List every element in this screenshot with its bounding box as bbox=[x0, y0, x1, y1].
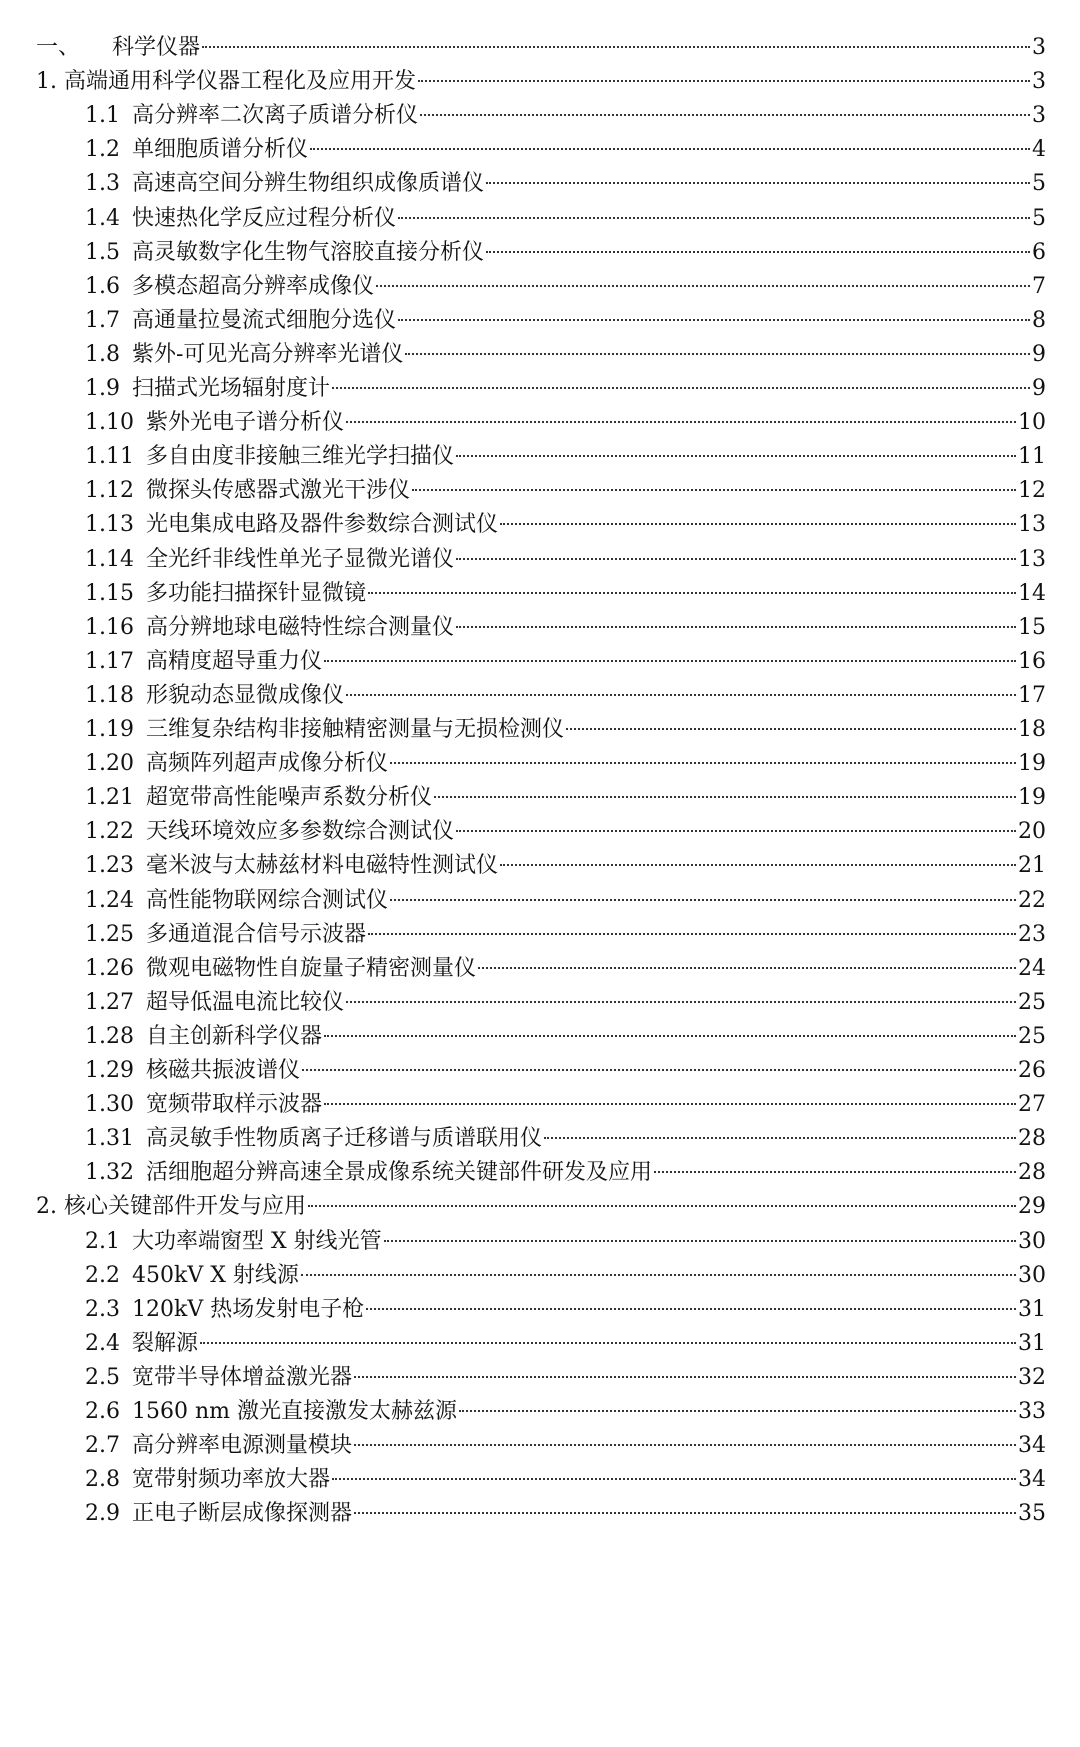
toc-entry-title: 1560 nm 激光直接激发太赫兹源 bbox=[132, 1399, 458, 1424]
dot-leader bbox=[366, 1308, 1016, 1310]
toc-entry-text bbox=[85, 1155, 652, 1191]
toc-entry-title: 宽带半导体增益激光器 bbox=[132, 1364, 353, 1390]
toc-entry[interactable] bbox=[85, 917, 1046, 953]
toc-entry-text bbox=[85, 1462, 330, 1498]
toc-entry[interactable] bbox=[85, 1019, 1046, 1055]
toc-entry[interactable] bbox=[85, 1155, 1046, 1191]
dot-leader bbox=[308, 1205, 1016, 1207]
toc-entry-text bbox=[85, 1258, 299, 1294]
toc-entry-text bbox=[85, 712, 564, 748]
toc-page-number: 35 bbox=[1018, 1501, 1046, 1527]
toc-entry-text bbox=[85, 405, 344, 441]
toc-entry-text bbox=[85, 132, 308, 168]
toc-entry-text bbox=[85, 371, 330, 407]
toc-entry-number: 1.20 bbox=[85, 751, 134, 777]
toc-page-number: 7 bbox=[1032, 273, 1046, 299]
dot-leader bbox=[368, 592, 1016, 594]
toc-page-number: 34 bbox=[1018, 1467, 1046, 1493]
toc-entry[interactable] bbox=[85, 371, 1046, 407]
toc-entry-text bbox=[85, 235, 484, 271]
toc-entry-text bbox=[85, 848, 498, 884]
dot-leader bbox=[324, 1103, 1016, 1105]
toc-page-number: 19 bbox=[1018, 751, 1046, 777]
toc-entry-text bbox=[85, 201, 396, 237]
toc-page-number: 8 bbox=[1032, 307, 1046, 333]
toc-entry-number: 1.19 bbox=[85, 717, 134, 742]
toc-entry-title: 高通量拉曼流式细胞分选仪 bbox=[132, 307, 397, 333]
toc-entry[interactable] bbox=[85, 439, 1046, 475]
dot-leader bbox=[346, 1001, 1016, 1003]
toc-entry-title: 高分辨率电源测量模块 bbox=[132, 1433, 353, 1459]
dot-leader bbox=[354, 1376, 1016, 1378]
toc-page-number: 28 bbox=[1018, 1126, 1046, 1152]
toc-entry-number: 2.3 bbox=[85, 1296, 120, 1322]
toc-entry-title: 高分辨率二次离子质谱分析仪 bbox=[132, 103, 419, 129]
dot-leader bbox=[376, 285, 1030, 287]
dot-leader bbox=[456, 455, 1016, 457]
toc-entry-number: 2.5 bbox=[85, 1364, 120, 1390]
toc-entry-number: 1.25 bbox=[85, 921, 134, 947]
toc-entry-number: 2.9 bbox=[85, 1501, 120, 1527]
toc-entry-title: 多自由度非接触三维光学扫描仪 bbox=[145, 444, 454, 470]
toc-entry-title: 高性能物联网综合测试仪 bbox=[145, 887, 388, 913]
toc-entry-number: 1.10 bbox=[85, 410, 134, 436]
toc-page-number: 32 bbox=[1018, 1364, 1046, 1390]
toc-entry-text bbox=[85, 166, 484, 202]
dot-leader bbox=[654, 1171, 1016, 1173]
toc-page-number: 16 bbox=[1018, 648, 1046, 674]
toc-page-number: 31 bbox=[1018, 1296, 1046, 1322]
toc-entry-title: 宽带射频功率放大器 bbox=[132, 1467, 331, 1493]
dot-leader bbox=[202, 46, 1030, 48]
toc-entry-title: 高灵敏数字化生物气溶胶直接分析仪 bbox=[132, 239, 485, 265]
toc-page-number: 14 bbox=[1018, 580, 1046, 606]
toc-entry-text bbox=[85, 1326, 198, 1362]
toc-entry-title: 多模态超高分辨率成像仪 bbox=[132, 273, 375, 299]
toc-page-number: 26 bbox=[1018, 1058, 1046, 1083]
toc-page-number: 6 bbox=[1032, 239, 1046, 265]
toc-entry-text bbox=[85, 576, 366, 612]
toc-entry-title: 光电集成电路及器件参数综合测试仪 bbox=[145, 512, 498, 538]
toc-entry[interactable] bbox=[85, 1121, 1046, 1157]
toc-entry-title: 扫描式光场辐射度计 bbox=[132, 376, 331, 401]
toc-page-number: 30 bbox=[1018, 1262, 1046, 1288]
toc-entry[interactable] bbox=[85, 303, 1046, 339]
toc-page-number: 34 bbox=[1018, 1433, 1046, 1459]
toc-entry[interactable] bbox=[85, 1053, 1046, 1089]
toc-page-number: 3 bbox=[1032, 69, 1046, 95]
toc-entry-number: 1.27 bbox=[85, 989, 134, 1015]
toc-page-number: 4 bbox=[1032, 137, 1046, 163]
toc-page-number: 25 bbox=[1018, 1023, 1046, 1049]
toc-entry-text bbox=[36, 30, 200, 66]
toc-entry[interactable] bbox=[85, 576, 1046, 612]
toc-entry-number: 1.16 bbox=[85, 614, 134, 640]
toc-entry-text bbox=[85, 1394, 457, 1430]
toc-entry[interactable] bbox=[85, 542, 1046, 578]
toc-page-number: 25 bbox=[1018, 989, 1046, 1015]
toc-entry-number: 1.6 bbox=[85, 273, 120, 299]
toc-entry[interactable] bbox=[85, 1258, 1046, 1294]
toc-entry-number: 一、 bbox=[36, 35, 81, 60]
toc-page-number: 11 bbox=[1018, 444, 1046, 470]
toc-entry-text bbox=[85, 883, 388, 919]
toc-entry-text bbox=[85, 337, 403, 373]
toc-entry-text bbox=[85, 303, 396, 339]
toc-entry[interactable] bbox=[85, 610, 1046, 646]
toc-entry-number: 1.24 bbox=[85, 887, 134, 913]
toc-page-number: 15 bbox=[1018, 614, 1046, 640]
toc-entry-number: 1.8 bbox=[85, 341, 120, 367]
toc-entry-title: 快速热化学反应过程分析仪 bbox=[132, 205, 397, 231]
toc-entry-number: 1.4 bbox=[85, 205, 120, 231]
toc-entry-number: 2.2 bbox=[85, 1262, 120, 1288]
toc-entry-title: 高分辨地球电磁特性综合测量仪 bbox=[145, 614, 454, 640]
toc-page-number: 29 bbox=[1018, 1194, 1046, 1220]
toc-entry-title: 高灵敏手性物质离子迁移谱与质谱联用仪 bbox=[145, 1126, 542, 1152]
toc-entry-number: 2.7 bbox=[85, 1433, 120, 1459]
toc-entry-number: 1.14 bbox=[85, 546, 134, 572]
toc-section-heading[interactable] bbox=[36, 1189, 1046, 1225]
toc-page-number: 19 bbox=[1018, 785, 1046, 811]
toc-entry-number: 2.8 bbox=[85, 1467, 120, 1493]
toc-entry[interactable] bbox=[85, 269, 1046, 305]
toc-page-number: 21 bbox=[1018, 853, 1046, 879]
toc-entry-text bbox=[85, 507, 498, 543]
dot-leader bbox=[384, 1240, 1016, 1242]
dot-leader bbox=[459, 1410, 1016, 1412]
toc-page-number: 22 bbox=[1018, 887, 1046, 913]
toc-entry-title: 裂解源 bbox=[132, 1330, 199, 1356]
toc-entry-number: 1.5 bbox=[85, 239, 120, 265]
toc-entry[interactable] bbox=[85, 780, 1046, 816]
toc-entry-number: 1.9 bbox=[85, 376, 120, 401]
toc-entry[interactable] bbox=[85, 1428, 1046, 1464]
dot-leader bbox=[332, 387, 1030, 389]
toc-entry[interactable] bbox=[85, 166, 1046, 202]
toc-entry-text bbox=[85, 269, 374, 305]
dot-leader bbox=[478, 967, 1016, 969]
toc-entry[interactable] bbox=[85, 98, 1046, 134]
toc-entry-title: 多通道混合信号示波器 bbox=[145, 921, 366, 947]
toc-entry-number: 2.4 bbox=[85, 1330, 120, 1356]
dot-leader bbox=[500, 864, 1016, 866]
toc-entry-number: 1.23 bbox=[85, 853, 134, 879]
toc-entry-title: 微观电磁物性自旋量子精密测量仪 bbox=[145, 955, 476, 981]
toc-entry-title: 核磁共振波谱仪 bbox=[145, 1058, 300, 1083]
toc-page-number: 9 bbox=[1032, 376, 1046, 401]
toc-entry-title: 120kV 热场发射电子枪 bbox=[132, 1296, 365, 1322]
dot-leader bbox=[324, 1035, 1016, 1037]
dot-leader bbox=[368, 933, 1016, 935]
toc-entry-text bbox=[85, 439, 454, 475]
toc-entry[interactable] bbox=[85, 883, 1046, 919]
toc-entry[interactable] bbox=[85, 405, 1046, 441]
toc-entry-title: 全光纤非线性单光子显微光谱仪 bbox=[145, 546, 454, 572]
toc-page-number: 3 bbox=[1032, 35, 1046, 60]
toc-entry-text bbox=[85, 610, 454, 646]
dot-leader bbox=[346, 421, 1016, 423]
toc-entry-text bbox=[36, 64, 416, 100]
toc-entry-number: 1.15 bbox=[85, 580, 134, 606]
toc-entry[interactable] bbox=[85, 678, 1046, 714]
toc-entry-text bbox=[85, 1121, 542, 1157]
toc-entry-text bbox=[85, 678, 344, 714]
toc-entry-title: 正电子断层成像探测器 bbox=[132, 1501, 353, 1527]
toc-entry-number: 1.21 bbox=[85, 785, 134, 811]
toc-entry-number: 1.26 bbox=[85, 955, 134, 981]
toc-page-number: 12 bbox=[1018, 478, 1046, 504]
toc-entry-number: 1.22 bbox=[85, 819, 134, 845]
toc-page-number: 17 bbox=[1018, 682, 1046, 708]
toc-entry-text bbox=[85, 1428, 352, 1464]
dot-leader bbox=[486, 251, 1030, 253]
dot-leader bbox=[354, 1512, 1016, 1514]
toc-page-number: 33 bbox=[1018, 1399, 1046, 1424]
dot-leader bbox=[302, 1069, 1016, 1071]
toc-entry-title: 天线环境效应多参数综合测试仪 bbox=[145, 819, 454, 845]
toc-entry[interactable] bbox=[85, 507, 1046, 543]
toc-page-number: 13 bbox=[1018, 546, 1046, 572]
toc-page-number: 20 bbox=[1018, 819, 1046, 845]
toc-entry-number: 1.29 bbox=[85, 1058, 134, 1083]
toc-entry-number: 1.3 bbox=[85, 171, 120, 197]
toc-page-number: 9 bbox=[1032, 341, 1046, 367]
toc-entry-number: 2. bbox=[36, 1194, 57, 1220]
dot-leader bbox=[398, 319, 1030, 321]
toc-entry-title: 高精度超导重力仪 bbox=[145, 648, 322, 674]
toc-entry[interactable] bbox=[85, 1224, 1046, 1260]
toc-entry[interactable] bbox=[85, 1292, 1046, 1328]
toc-entry-text bbox=[85, 746, 388, 782]
dot-leader bbox=[434, 796, 1016, 798]
toc-entry-text bbox=[85, 542, 454, 578]
toc-entry-text bbox=[85, 1087, 322, 1123]
toc-entry-title: 自主创新科学仪器 bbox=[145, 1023, 322, 1049]
toc-entry-title: 高端通用科学仪器工程化及应用开发 bbox=[64, 69, 417, 95]
toc-entry-title: 超宽带高性能噪声系数分析仪 bbox=[145, 785, 432, 811]
toc-entry[interactable] bbox=[85, 1326, 1046, 1362]
toc-entry-number: 1.31 bbox=[85, 1126, 134, 1152]
toc-entry-title: 超导低温电流比较仪 bbox=[145, 989, 344, 1015]
toc-entry-title: 宽频带取样示波器 bbox=[145, 1092, 322, 1118]
toc-entry-number: 1.7 bbox=[85, 307, 120, 333]
toc-page-number: 31 bbox=[1018, 1330, 1046, 1356]
toc-entry-title: 核心关键部件开发与应用 bbox=[64, 1194, 307, 1220]
dot-leader bbox=[405, 353, 1030, 355]
dot-leader bbox=[354, 1444, 1016, 1446]
toc-entry-title: 紫外光电子谱分析仪 bbox=[145, 410, 344, 436]
dot-leader bbox=[301, 1274, 1016, 1276]
toc-entry[interactable] bbox=[85, 644, 1046, 680]
toc-entry[interactable] bbox=[85, 1360, 1046, 1396]
dot-leader bbox=[456, 558, 1016, 560]
toc-entry[interactable] bbox=[85, 201, 1046, 237]
toc-entry-text bbox=[85, 98, 418, 134]
dot-leader bbox=[332, 1478, 1016, 1480]
toc-entry-text bbox=[85, 1053, 300, 1089]
toc-entry-title: 微探头传感器式激光干涉仪 bbox=[145, 478, 410, 504]
dot-leader bbox=[500, 523, 1016, 525]
toc-entry[interactable] bbox=[85, 1496, 1046, 1532]
toc-entry-number: 1.12 bbox=[85, 478, 134, 504]
toc-entry-text bbox=[85, 473, 410, 509]
dot-leader bbox=[420, 114, 1030, 116]
toc-page-number: 30 bbox=[1018, 1228, 1046, 1254]
toc-entry-text bbox=[85, 1019, 322, 1055]
toc-page-number: 18 bbox=[1018, 717, 1046, 742]
toc-entry[interactable] bbox=[85, 132, 1046, 168]
toc-entry-text bbox=[85, 917, 366, 953]
toc-page-number: 24 bbox=[1018, 955, 1046, 981]
toc-entry-title: 三维复杂结构非接触精密测量与无损检测仪 bbox=[145, 717, 564, 742]
toc-entry-title: 高频阵列超声成像分析仪 bbox=[145, 751, 388, 777]
toc-page-number: 3 bbox=[1032, 103, 1046, 129]
dot-leader bbox=[324, 660, 1016, 662]
toc-entry-text bbox=[85, 780, 432, 816]
toc-entry-text bbox=[36, 1189, 306, 1225]
toc-page-number: 13 bbox=[1018, 512, 1046, 538]
dot-leader bbox=[566, 728, 1016, 730]
toc-page-number: 27 bbox=[1018, 1092, 1046, 1118]
toc-entry-number: 1.1 bbox=[85, 103, 120, 129]
toc-entry[interactable] bbox=[85, 848, 1046, 884]
toc-entry-number: 1.13 bbox=[85, 512, 134, 538]
dot-leader bbox=[418, 80, 1030, 82]
toc-section-heading[interactable] bbox=[36, 30, 1046, 66]
toc-entry-text bbox=[85, 1224, 382, 1260]
toc-entry-text bbox=[85, 644, 322, 680]
toc-entry[interactable] bbox=[85, 951, 1046, 987]
toc-entry[interactable] bbox=[85, 814, 1046, 850]
dot-leader bbox=[346, 694, 1016, 696]
toc-entry[interactable] bbox=[85, 1087, 1046, 1123]
dot-leader bbox=[398, 217, 1030, 219]
toc-entry[interactable] bbox=[85, 235, 1046, 271]
toc-entry-title: 450kV X 射线源 bbox=[132, 1262, 299, 1288]
toc-entry-number: 2.1 bbox=[85, 1228, 120, 1254]
dot-leader bbox=[544, 1137, 1016, 1139]
toc-entry-title: 形貌动态显微成像仪 bbox=[145, 682, 344, 708]
toc-entry-text bbox=[85, 1292, 364, 1328]
toc-entry-title: 多功能扫描探针显微镜 bbox=[145, 580, 366, 606]
toc-entry-title: 科学仪器 bbox=[112, 35, 201, 60]
toc-entry-number: 1.32 bbox=[85, 1160, 134, 1186]
toc-entry-number: 1. bbox=[36, 69, 57, 95]
toc-entry-title: 大功率端窗型 X 射线光管 bbox=[132, 1228, 382, 1254]
dot-leader bbox=[390, 762, 1016, 764]
toc-entry-number: 1.18 bbox=[85, 682, 134, 708]
toc-entry-number: 1.30 bbox=[85, 1092, 134, 1118]
dot-leader bbox=[486, 182, 1030, 184]
toc-entry[interactable] bbox=[85, 712, 1046, 748]
toc-entry-number: 1.11 bbox=[85, 444, 134, 470]
toc-page-number: 5 bbox=[1032, 205, 1046, 231]
toc-entry-text bbox=[85, 1496, 352, 1532]
toc-entry[interactable] bbox=[85, 746, 1046, 782]
dot-leader bbox=[456, 830, 1016, 832]
toc-entry[interactable] bbox=[85, 337, 1046, 373]
toc-page-number: 23 bbox=[1018, 921, 1046, 947]
dot-leader bbox=[390, 899, 1016, 901]
toc-page-number: 28 bbox=[1018, 1160, 1046, 1186]
toc-entry-number: 1.28 bbox=[85, 1023, 134, 1049]
toc-entry-title: 紫外-可见光高分辨率光谱仪 bbox=[132, 341, 404, 367]
toc-entry-title: 毫米波与太赫兹材料电磁特性测试仪 bbox=[145, 853, 498, 879]
toc-entry-title: 高速高空间分辨生物组织成像质谱仪 bbox=[132, 171, 485, 197]
toc-entry-number: 1.17 bbox=[85, 648, 134, 674]
toc-entry-text bbox=[85, 814, 454, 850]
toc-entry[interactable] bbox=[85, 1394, 1046, 1430]
toc-entry-text bbox=[85, 985, 344, 1021]
toc-entry[interactable] bbox=[85, 473, 1046, 509]
toc-section-heading[interactable] bbox=[36, 64, 1046, 100]
toc-entry-title: 活细胞超分辨高速全景成像系统关键部件研发及应用 bbox=[145, 1160, 652, 1186]
toc-entry-text bbox=[85, 951, 476, 987]
toc-entry[interactable] bbox=[85, 1462, 1046, 1498]
dot-leader bbox=[310, 148, 1030, 150]
toc-page-number: 10 bbox=[1018, 410, 1046, 436]
dot-leader bbox=[200, 1342, 1016, 1344]
toc-entry-number: 2.6 bbox=[85, 1399, 120, 1424]
toc-entry-number: 1.2 bbox=[85, 137, 120, 163]
toc-page-number: 5 bbox=[1032, 171, 1046, 197]
dot-leader bbox=[412, 489, 1016, 491]
dot-leader bbox=[456, 626, 1016, 628]
toc-entry[interactable] bbox=[85, 985, 1046, 1021]
toc-entry-title: 单细胞质谱分析仪 bbox=[132, 137, 309, 163]
toc-entry-text bbox=[85, 1360, 352, 1396]
